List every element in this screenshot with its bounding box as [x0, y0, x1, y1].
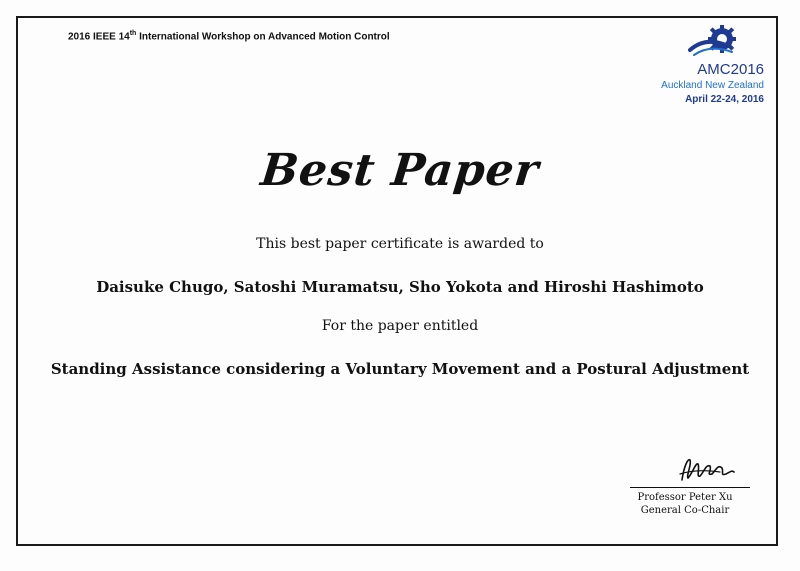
conference-prefix: 2016 IEEE 14	[68, 31, 130, 43]
conference-logo-name: AMC2016	[697, 61, 764, 78]
author-names: Daisuke Chugo, Satoshi Muramatsu, Sho Yokota and Hiroshi Hashimoto	[96, 278, 704, 296]
conference-dates: April 22-24, 2016	[685, 94, 764, 105]
certificate-title: Best Paper	[258, 145, 542, 196]
conference-header	[68, 30, 390, 42]
gear-logo-icon	[688, 24, 744, 58]
handwritten-signature	[676, 452, 738, 484]
conference-suffix: International Workshop on Advanced Motion Control	[139, 31, 390, 43]
conference-ordinal: th	[129, 30, 137, 37]
signer-name: Professor Peter Xu	[637, 492, 733, 503]
signature-line	[630, 487, 750, 488]
signer-role: General Co-Chair	[640, 505, 730, 516]
entitled-line: For the paper entitled	[321, 318, 479, 334]
paper-title: Standing Assistance considering a Voluntary Movement and a Postural Adjustment	[50, 360, 750, 378]
awarded-line: This best paper certificate is awarded to	[256, 236, 544, 252]
conference-location: Auckland New Zealand	[661, 80, 764, 91]
